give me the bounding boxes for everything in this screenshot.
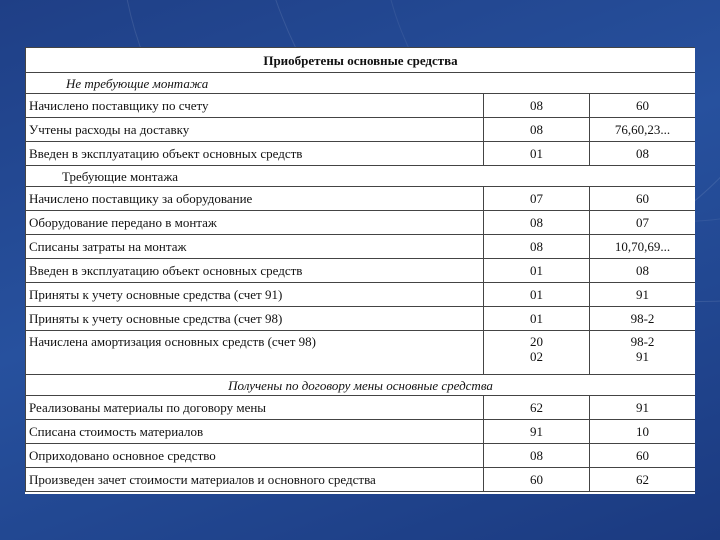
debit-account: 08 (484, 94, 590, 118)
debit-account: 01 (484, 283, 590, 307)
credit-account: 08 (590, 259, 696, 283)
table-row (26, 94, 696, 118)
debit-account: 91 (484, 420, 590, 444)
credit-account: 60 (590, 187, 696, 211)
entry-label: Начислено поставщику за оборудование (26, 187, 484, 211)
credit-account: 07 (590, 211, 696, 235)
section-heading-row (26, 375, 696, 396)
table-row (26, 331, 696, 375)
credit-account: 98-2 (590, 307, 696, 331)
debit-account: 60 (484, 468, 590, 492)
debit-account: 62 (484, 396, 590, 420)
section-heading-row (26, 73, 696, 94)
section-heading-row (26, 166, 696, 187)
table-title: Приобретены основные средства (26, 48, 696, 73)
debit-account: 08 (484, 444, 590, 468)
entry-label: Оборудование передано в монтаж (26, 211, 484, 235)
section-heading: Получены по договору мены основные средства (26, 375, 696, 396)
table-row (26, 468, 696, 492)
table-row (26, 283, 696, 307)
entry-label: Приняты к учету основные средства (счет 91) (26, 283, 484, 307)
credit-account: 91 (590, 283, 696, 307)
entry-label: Списаны затраты на монтаж (26, 235, 484, 259)
entry-label: Начислена амортизация основных средств (счет 98) (26, 331, 484, 375)
credit-account-second: 91 (636, 349, 650, 364)
debit-account: 01 (484, 259, 590, 283)
table-row (26, 187, 696, 211)
credit-account: 10,70,69... (590, 235, 696, 259)
credit-account: 60 (590, 444, 696, 468)
table-row (26, 235, 696, 259)
credit-account: 62 (590, 468, 696, 492)
section-heading: Требующие монтажа (26, 166, 696, 187)
accounting-entries-table (25, 47, 695, 492)
table-row (26, 444, 696, 468)
table-row (26, 259, 696, 283)
debit-account: 08 (484, 118, 590, 142)
entry-label: Оприходовано основное средство (26, 444, 484, 468)
debit-account-cell (484, 331, 590, 375)
table-row (26, 118, 696, 142)
debit-account: 08 (484, 235, 590, 259)
entry-label: Введен в эксплуатацию объект основных средств (26, 142, 484, 166)
credit-account: 08 (590, 142, 696, 166)
entry-label: Начислено поставщику по счету (26, 94, 484, 118)
credit-account: 98-2 (630, 334, 655, 349)
credit-account: 60 (590, 94, 696, 118)
debit-account: 01 (484, 307, 590, 331)
entry-label: Учтены расходы на доставку (26, 118, 484, 142)
entry-label: Реализованы материалы по договору мены (26, 396, 484, 420)
slide-content (25, 47, 695, 494)
debit-account: 01 (484, 142, 590, 166)
table-row (26, 211, 696, 235)
entry-label: Приняты к учету основные средства (счет 98) (26, 307, 484, 331)
credit-account: 91 (590, 396, 696, 420)
debit-account: 07 (484, 187, 590, 211)
credit-account: 10 (590, 420, 696, 444)
credit-account-cell (590, 331, 696, 375)
credit-account: 76,60,23... (590, 118, 696, 142)
table-header-row (26, 48, 696, 73)
table-row (26, 307, 696, 331)
debit-account: 20 (530, 334, 543, 349)
entry-label: Списана стоимость материалов (26, 420, 484, 444)
entry-label: Произведен зачет стоимости материалов и основного средства (26, 468, 484, 492)
debit-account: 08 (484, 211, 590, 235)
entry-label: Введен в эксплуатацию объект основных средств (26, 259, 484, 283)
section-heading: Не требующие монтажа (26, 73, 696, 94)
table-row (26, 420, 696, 444)
table-row (26, 396, 696, 420)
debit-account-second: 02 (530, 349, 543, 364)
table-row (26, 142, 696, 166)
